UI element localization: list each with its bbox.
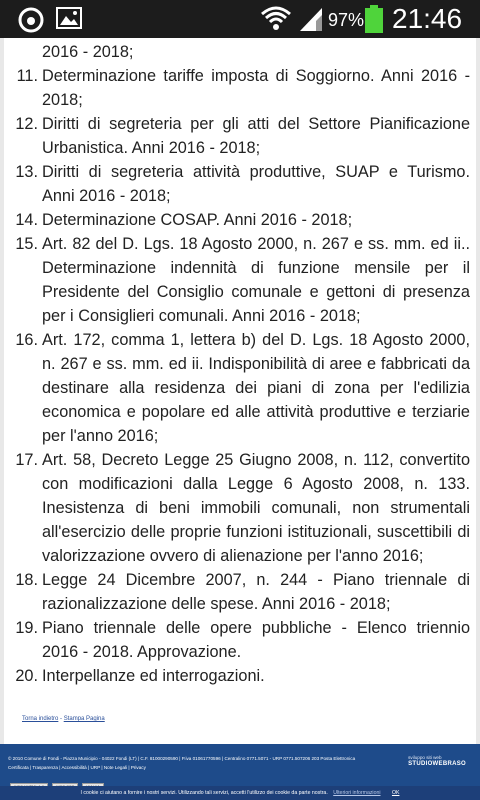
item-number: 17. xyxy=(15,451,38,469)
item-number: 11. xyxy=(16,67,38,85)
item-number: 15. xyxy=(15,235,38,253)
wifi-icon xyxy=(260,5,292,36)
cookie-banner xyxy=(0,786,480,800)
item-number: 13. xyxy=(15,163,38,181)
item-text: Determinazione tariffe imposta di Soggiorno. Anni 2016 - 2018; xyxy=(42,67,470,109)
signal-icon xyxy=(298,7,324,36)
list-item xyxy=(10,568,470,616)
print-link[interactable]: Stampa Pagina xyxy=(63,716,105,722)
item-text: Legge 24 Dicembre 2007, n. 244 - Piano triennale di razionalizzazione delle spese. Anni 2016 - 2018; xyxy=(42,571,470,613)
item-text: Piano triennale delle opere pubbliche - Elenco triennio 2016 - 2018. Approvazione. xyxy=(42,619,470,661)
item-text: Art. 172, comma 1, lettera b) del D. Lgs. 18 Agosto 2000, n. 267 e ss. mm. ed ii. Indisponibilità di aree e fabbricati da destinare alla residenza dei piani di zona per l'edilizia economica e popolare ed alle attività produttive e terziarie per l'anno 2016; xyxy=(42,331,470,445)
status-bar xyxy=(0,0,480,38)
list-item xyxy=(10,232,470,328)
list-item xyxy=(10,160,470,208)
page-links xyxy=(22,716,105,722)
list-item xyxy=(10,616,470,664)
item-number: 20. xyxy=(15,667,38,685)
footer-line-1: © 2010 Comune di Fondi - Piazza Municipio - 04022 Fondi (LT) | C.F. 81000290590 | P.iva 01061770596 | Centralino 0771.5071 - URP 0771.507206 203 Posta Elettronica xyxy=(8,756,356,761)
credit-brand: STUDIOWEBRASO xyxy=(408,761,466,767)
cookie-text: I cookie ci aiutano a fornire i nostri servizi. Utilizzando tali servizi, accetti l'utilizzo dei cookie da parte nostra. xyxy=(80,790,328,796)
developer-credit[interactable] xyxy=(408,754,466,768)
back-link[interactable]: Torna indietro xyxy=(22,716,59,722)
item-text: Art. 82 del D. Lgs. 18 Agosto 2000, n. 267 e ss. mm. ed ii.. Determinazione indennità di funzione mensile per il Presidente del Consiglio comunale e gettoni di presenza per i Consiglieri comunali. Anni 2016 - 2018; xyxy=(42,235,470,325)
list-item xyxy=(10,208,470,232)
clock: 21:46 xyxy=(392,3,463,34)
gallery-icon xyxy=(56,7,82,29)
item-text: Diritti di segreteria attività produttive, SUAP e Turismo. Anni 2016 - 2018; xyxy=(42,163,470,205)
list-item xyxy=(10,328,470,448)
footer-text xyxy=(8,754,378,772)
page-content xyxy=(0,38,480,744)
link-separator: - xyxy=(58,716,64,722)
item-text: Art. 58, Decreto Legge 25 Giugno 2008, n. 112, convertito con modificazioni dalla Legge 6 Agosto 2008, n. 133. Inesistenza di beni immobili comunali, non strumentali all'esercizio delle proprie funzioni istituzionali, suscettibili di valorizzazione ovvero di alienazione per l'anno 2016; xyxy=(42,451,470,565)
credit-small: sviluppo siti web xyxy=(408,755,442,760)
list-item-fragment: 2016 - 2018; xyxy=(42,43,134,61)
item-text: Interpellanze ed interrogazioni. xyxy=(42,667,265,685)
item-text: Diritti di segreteria per gli atti del Settore Pianificazione Urbanistica. Anni 2016 - 2018; xyxy=(42,115,470,157)
list-item xyxy=(10,664,470,688)
battery-icon xyxy=(364,5,384,38)
cookie-ok-button[interactable]: OK xyxy=(391,790,400,796)
item-number: 14. xyxy=(15,211,38,229)
app-icon xyxy=(18,7,44,33)
site-footer xyxy=(0,744,480,786)
list-item xyxy=(10,448,470,568)
item-text: Determinazione COSAP. Anni 2016 - 2018; xyxy=(42,211,353,229)
list-item xyxy=(10,64,470,112)
item-number: 19. xyxy=(15,619,38,637)
item-number: 16. xyxy=(15,331,38,349)
agenda-list xyxy=(10,64,470,688)
list-item xyxy=(10,112,470,160)
battery-percent: 97% xyxy=(328,10,365,30)
footer-line-2[interactable]: Certificata | Trasparenza | Accessibilità | URP | Note Legali | Privacy xyxy=(8,765,146,770)
cookie-more-link[interactable]: Ulteriori informazioni xyxy=(333,790,381,796)
item-number: 18. xyxy=(15,571,38,589)
item-number: 12. xyxy=(15,115,38,133)
